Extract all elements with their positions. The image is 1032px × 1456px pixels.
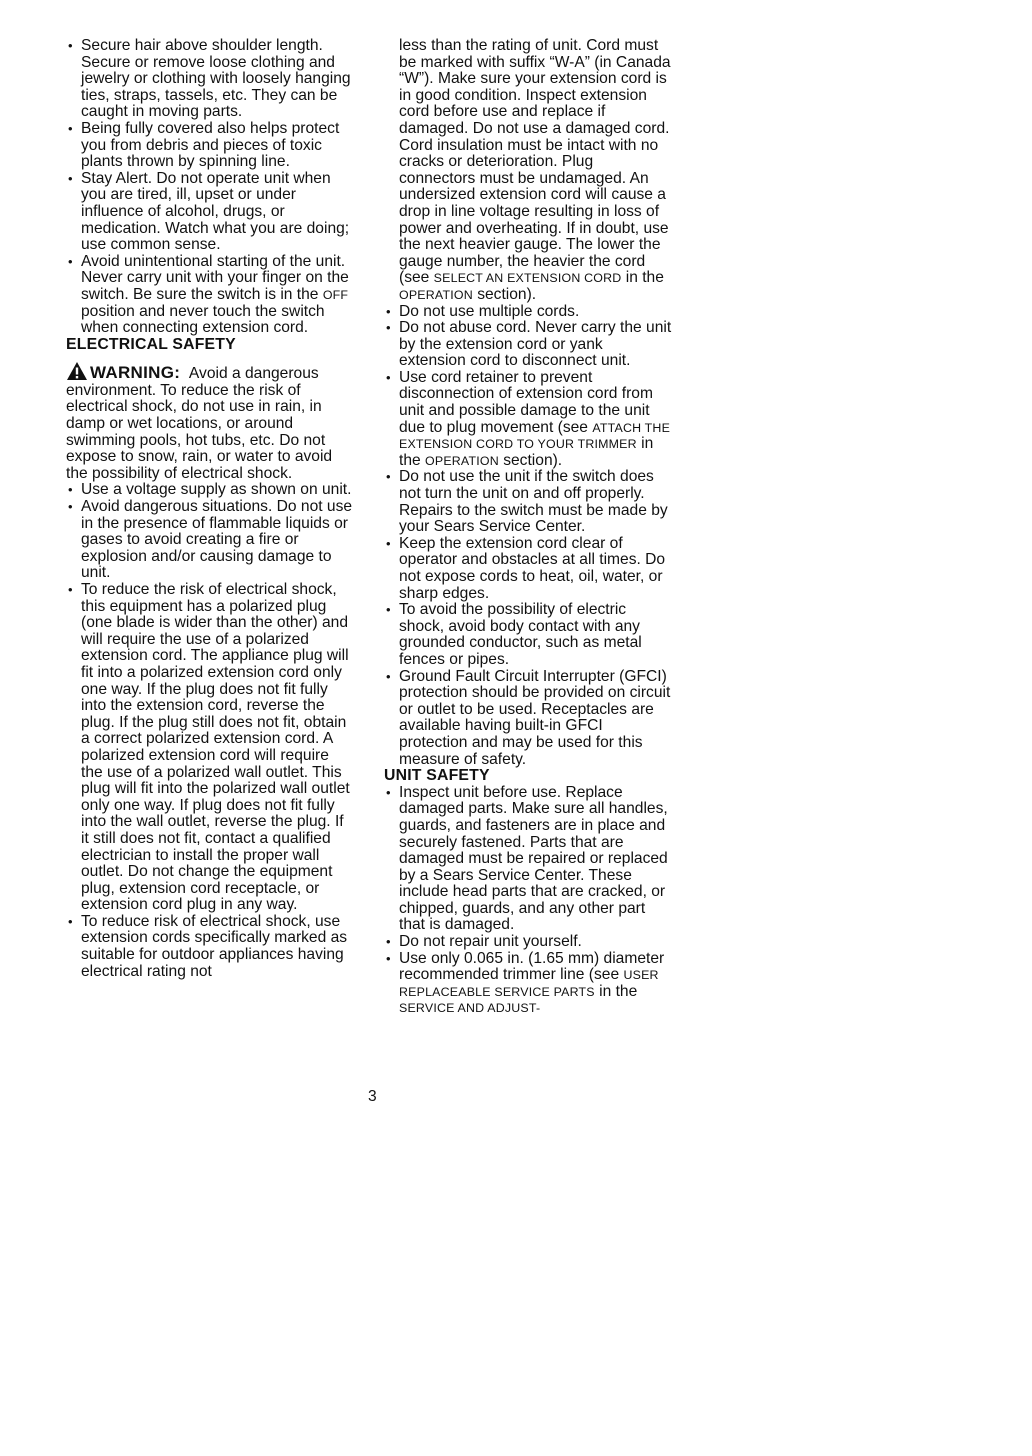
right-column — [384, 38, 672, 1017]
section-reference: OPERATION — [425, 453, 499, 468]
list-item: • To reduce the risk of electrical shock, this equipment has a polarized plug (one blade is wider than the other) and will require the use of a polarized extension cord. The appliance plug will fit into a polarized extension cord only one way. If the plug does not fit fully into the extension cord, reverse the plug. If the plug still does not fit, obtain a correct polarized extension cord. A polarized extension cord will require the use of a polarized wall outlet. This plug will fit into the polarized wall outlet only one way. If plug does not fit fully into the wall outlet, reverse the plug. If it still does not fit, contact a qualified electrician to install the proper wall outlet. Do not change the equipment plug, extension cord receptacle, or extension cord plug in any way. — [66, 582, 354, 914]
list-item: • To avoid the possibility of electric shock, avoid body contact with any grounded conductor, such as metal fences or pipes. — [384, 602, 672, 668]
text-run: in the — [594, 982, 638, 1000]
bullet-list-clothing — [66, 38, 354, 337]
list-item: • Do not use the unit if the switch does not turn the unit on and off properly. Repairs to the switch must be made by your Sears Service Center. — [384, 469, 672, 535]
list-item: • Stay Alert. Do not operate unit when you are tired, ill, upset or under influence of alcohol, drugs, or medication. Watch what you are doing; use common sense. — [66, 171, 354, 254]
warning-text: Avoid a dangerous environment. To reduce the risk of electrical shock, do not use in rain, in damp or wet locations, or around swimming pools, hot tubs, etc. Do not expose to snow, rain, or water to avoid the possibility of electrical shock. — [66, 365, 333, 482]
section-reference: USER REPLACEABLE SERVICE PARTS — [399, 968, 659, 999]
section-reference: SELECT AN EXTENSION CORD — [433, 271, 622, 286]
list-item: • Do not repair unit yourself. — [384, 934, 672, 951]
section-reference: OPERATION — [399, 287, 473, 302]
text-run: less than the rating of unit. Cord must be marked with suffix “W-A” (in Canada “W”). Make sure your extension cord is in good condition. Inspect extension cord before use and replace if damaged. Do not use a damaged cord. Cord insulation must be intact with no cracks or deterioration. Plug connectors must be undamaged. An undersized extension cord will cause a drop in line voltage resulting in loss of power and overheating. If in doubt, use the next heavier gauge. The lower the gauge number, the heavier the cord (see — [399, 37, 671, 287]
bullet-list-electrical — [66, 482, 354, 980]
list-item: • Use a voltage supply as shown on unit. — [66, 482, 354, 499]
warning-triangle-icon — [66, 361, 88, 381]
list-item: • Avoid dangerous situations. Do not use in the presence of flammable liquids or gases to avoid creating a fire or explosion and/or causing damage to unit. — [66, 499, 354, 582]
list-item-retainer — [384, 370, 672, 470]
list-item: • To reduce risk of electrical shock, use extension cords specifically marked as suitable for outdoor appliances having electrical rating not — [66, 914, 354, 980]
list-item: • Do not use multiple cords. — [384, 304, 672, 321]
list-item: • Inspect unit before use. Replace damaged parts. Make sure all handles, guards, and fasteners are in place and securely fastened. Parts that are damaged must be repaired or replaced by a Sears Service Center. These include head parts that are cracked, or chipped, guards, and any other part that is damaged. — [384, 785, 672, 934]
text-run: in the — [399, 435, 654, 469]
text-run: section). — [472, 285, 537, 303]
text-run: Use cord retainer to prevent disconnection of extension cord from unit and possible damage to the unit due to plug movement (see — [399, 368, 653, 436]
section-reference: SERVICE AND ADJUST- — [399, 1001, 541, 1016]
continuation-paragraph — [384, 38, 672, 304]
electrical-safety-heading: ELECTRICAL SAFETY — [66, 335, 236, 353]
list-item: • Being fully covered also helps protect you from debris and pieces of toxic plants thrown by spinning line. — [66, 121, 354, 171]
page-number: 3 — [368, 1088, 377, 1105]
section-reference: ATTACH THE EXTENSION CORD TO YOUR TRIMMER — [399, 420, 671, 452]
list-item: • Secure hair above shoulder length. Secure or remove loose clothing and jewelry or clothing with loosely hanging ties, straps, tassels, etc. They can be caught in moving parts. — [66, 38, 354, 121]
text-run: section). — [498, 451, 563, 469]
list-item: • Keep the extension cord clear of operator and obstacles at all times. Do not expose cords to heat, oil, water, or sharp edges. — [384, 536, 672, 602]
bullet-list-cords — [384, 304, 672, 769]
text-run: Avoid unintentional starting of the unit. Never carry unit with your finger on the switch. Be sure the switch is in the — [81, 252, 349, 303]
text-run: in the — [621, 269, 664, 287]
bullet-list-unit — [384, 785, 672, 1017]
unit-safety-heading: UNIT SAFETY — [384, 767, 490, 785]
left-column — [66, 38, 354, 980]
warning-block — [66, 361, 354, 482]
text-run: position and never touch the switch when connecting extension cord. — [81, 302, 325, 337]
off-reference: OFF — [322, 287, 349, 302]
list-item: • Ground Fault Circuit Interrupter (GFCI) protection should be provided on circuit or outlet to be used. Receptacles are available having built-in GFCI protection and may be used for this measure of safety. — [384, 669, 672, 769]
text-run: Use only 0.065 in. (1.65 mm) diameter recommended trimmer line (see — [399, 949, 665, 984]
list-item-switch — [66, 254, 354, 337]
list-item: • Do not abuse cord. Never carry the unit by the extension cord or yank extension cord to disconnect unit. — [384, 320, 672, 370]
list-item-trimmer-line — [384, 951, 672, 1017]
warning-label: WARNING: — [90, 363, 181, 383]
